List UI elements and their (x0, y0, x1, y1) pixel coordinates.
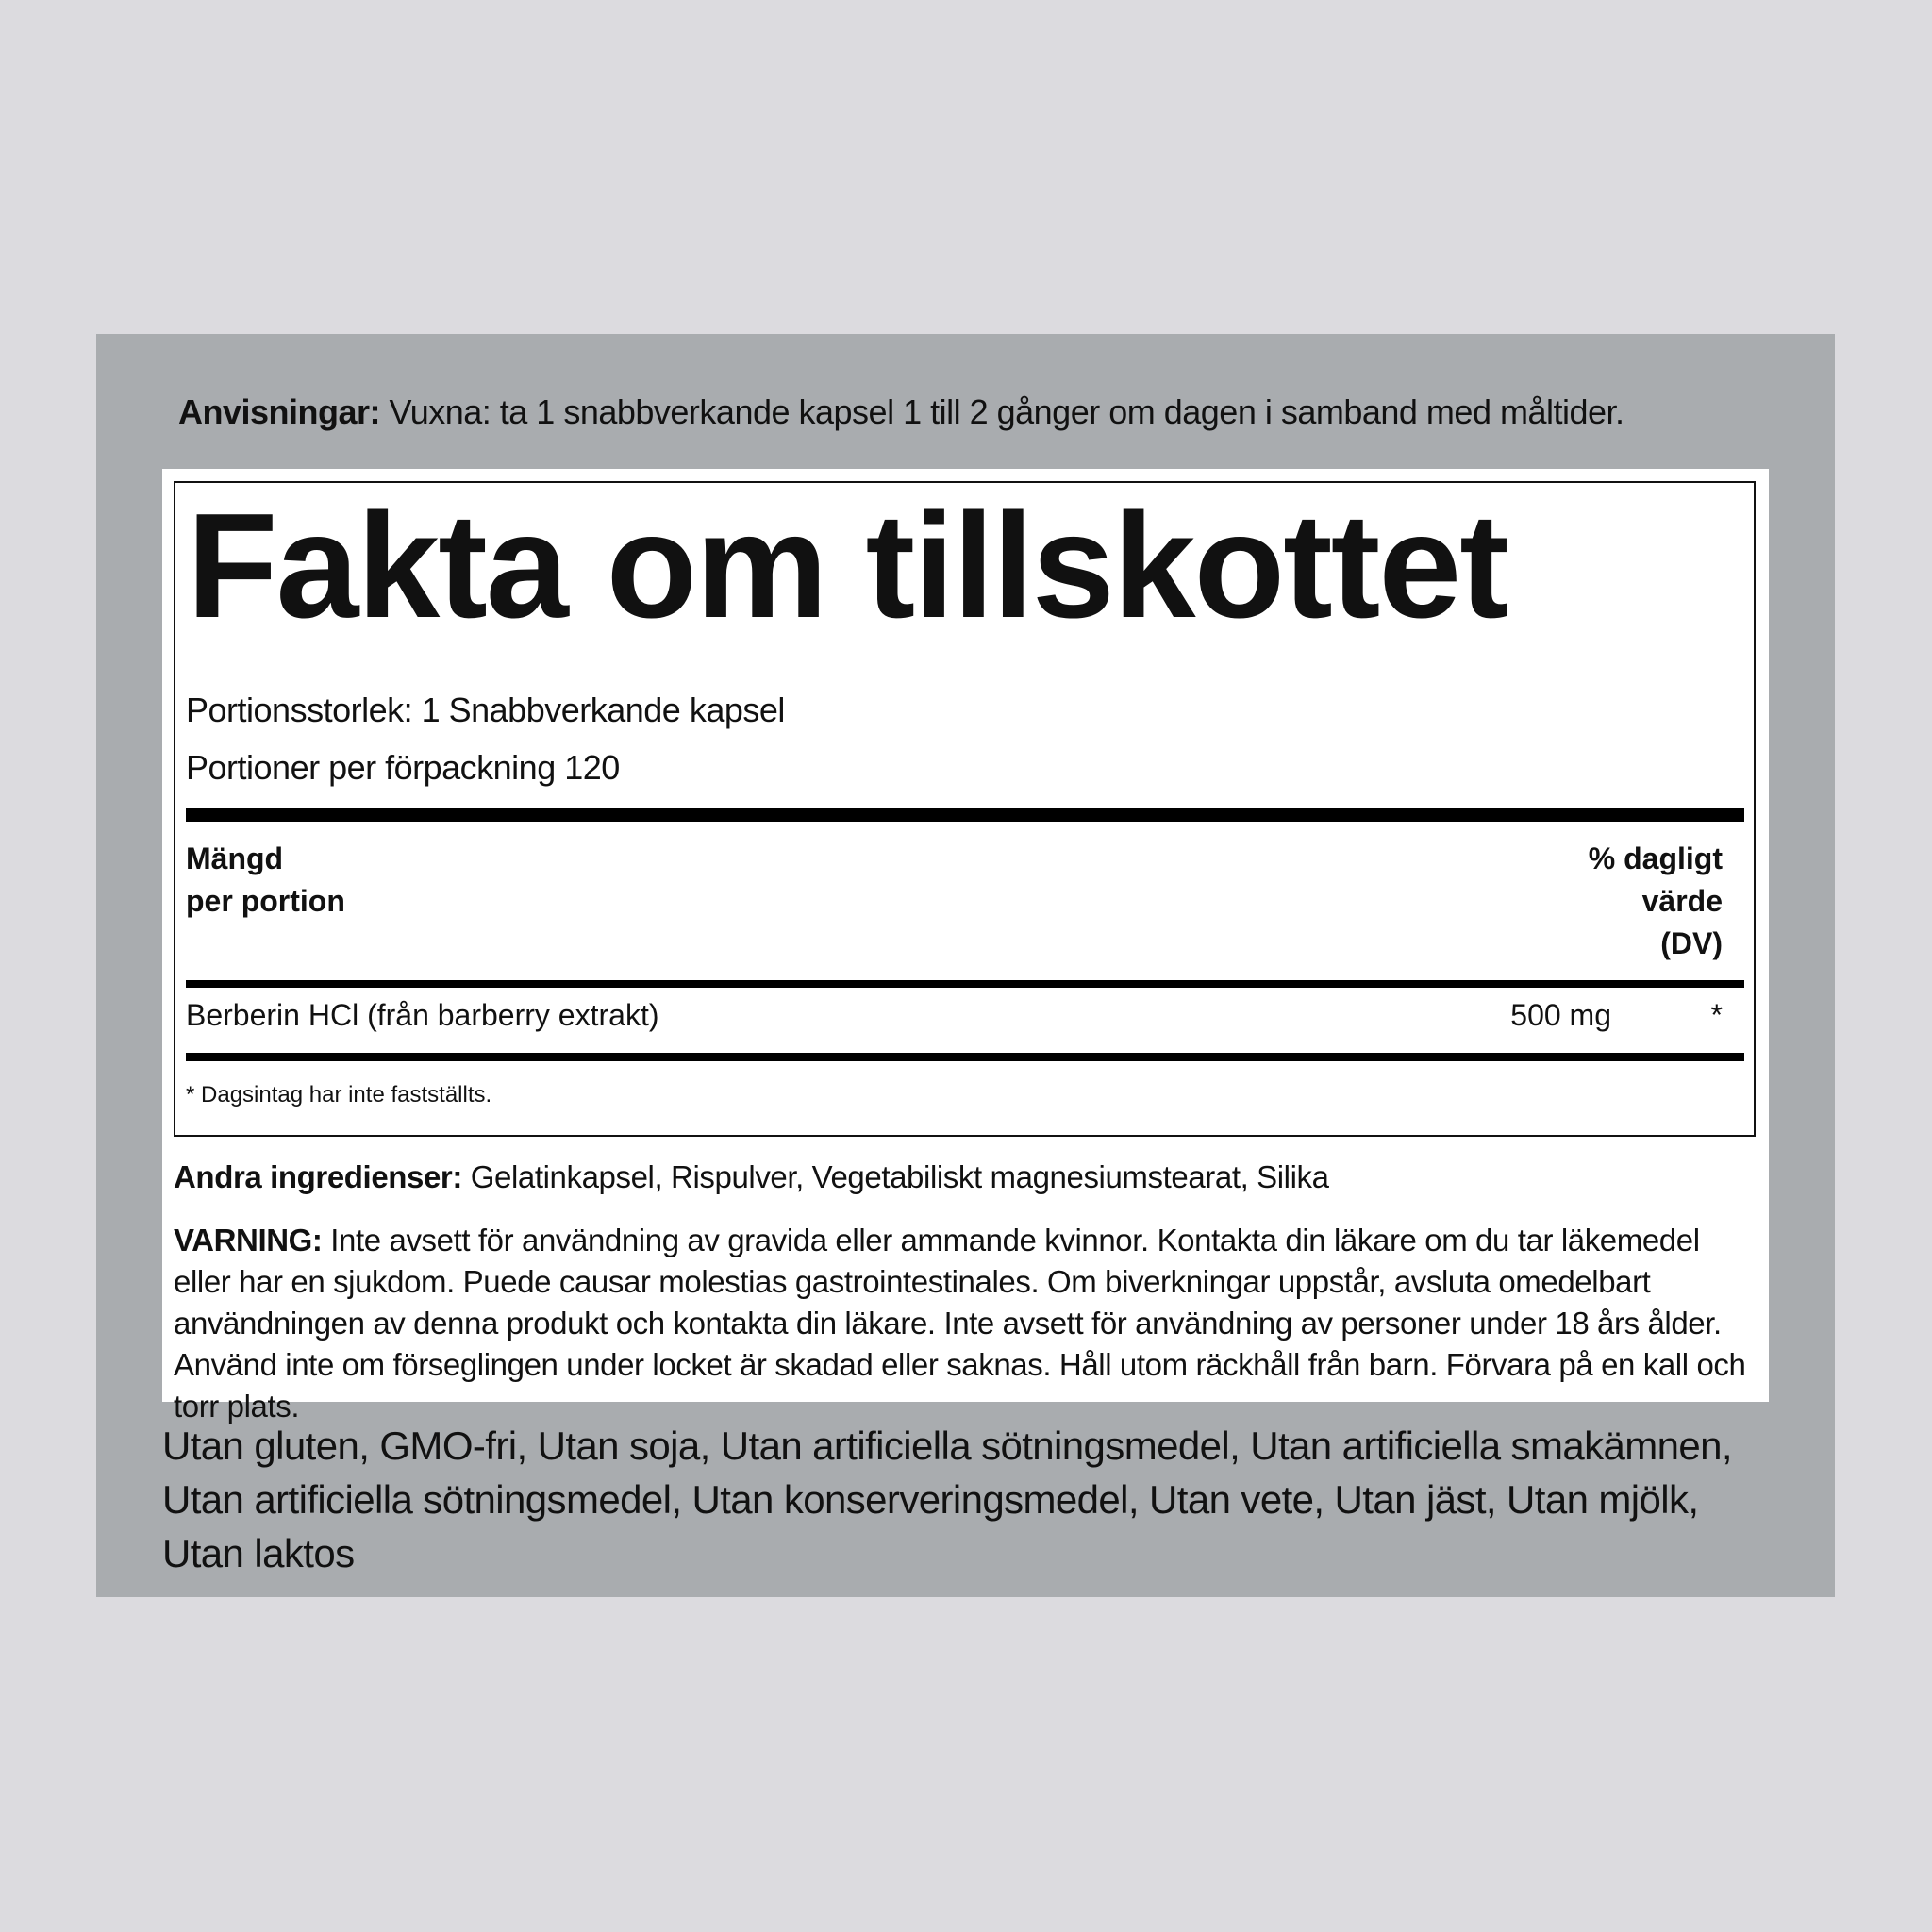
other-ingredients (174, 1159, 1329, 1195)
directions-text: Vuxna: ta 1 snabbverkande kapsel 1 till 2 gånger om dagen i samband med måltider. (380, 392, 1624, 431)
amount-header-line2: per portion (186, 884, 345, 918)
other-ingredients-text: Gelatinkapsel, Rispulver, Vegetabiliskt magnesiumstearat, Silika (461, 1159, 1329, 1194)
warning (174, 1220, 1749, 1427)
ingredient-amount: 500 mg (1510, 998, 1611, 1032)
daily-value-header-line1: % dagligt (1588, 841, 1723, 875)
daily-value-header-line3: (DV) (1660, 926, 1723, 960)
directions (178, 392, 1624, 432)
servings-per-container: Portioner per förpackning 120 (186, 748, 620, 787)
warning-label: VARNING: (174, 1223, 323, 1257)
amount-header (186, 838, 345, 923)
other-ingredients-label: Andra ingredienser: (174, 1159, 462, 1194)
bottom-divider (186, 1053, 1744, 1061)
ingredient-daily-value: * (1710, 998, 1723, 1032)
facts-title: Fakta om tillskottet (187, 483, 1507, 649)
serving-size: Portionsstorlek: 1 Snabbverkande kapsel (186, 691, 785, 729)
free-from-claims: Utan gluten, GMO-fri, Utan soja, Utan artificiella sötningsmedel, Utan artificiella smakämnen, Utan artificiella sötningsmedel, Utan konserveringsmedel, Utan vete, Utan jäst, Utan mjölk, Utan laktos (162, 1424, 1732, 1575)
medium-divider (186, 980, 1744, 988)
ingredient-name: Berberin HCl (från barberry extrakt) (186, 998, 659, 1032)
directions-label: Anvisningar: (178, 392, 381, 431)
warning-text: Inte avsett för användning av gravida eller ammande kvinnor. Kontakta din läkare om du tar läkemedel eller har en sjukdom. Puede causar molestias gastrointestinales. Om biverkningar uppstår, avsluta omedelbart användningen av denna produkt och kontakta din läkare. Inte avsett för användning av personer under 18 års ålder. Använd inte om förseglingen under locket är skadad eller saknas. Håll utom räckhåll från barn. Förvara på en kall och torr plats. (174, 1223, 1746, 1424)
daily-value-header-line2: värde (1641, 884, 1723, 918)
daily-value-header (1589, 838, 1723, 965)
amount-header-line1: Mängd (186, 841, 284, 875)
footnote: * Dagsintag har inte fastställts. (186, 1082, 492, 1108)
thick-divider (186, 808, 1744, 822)
